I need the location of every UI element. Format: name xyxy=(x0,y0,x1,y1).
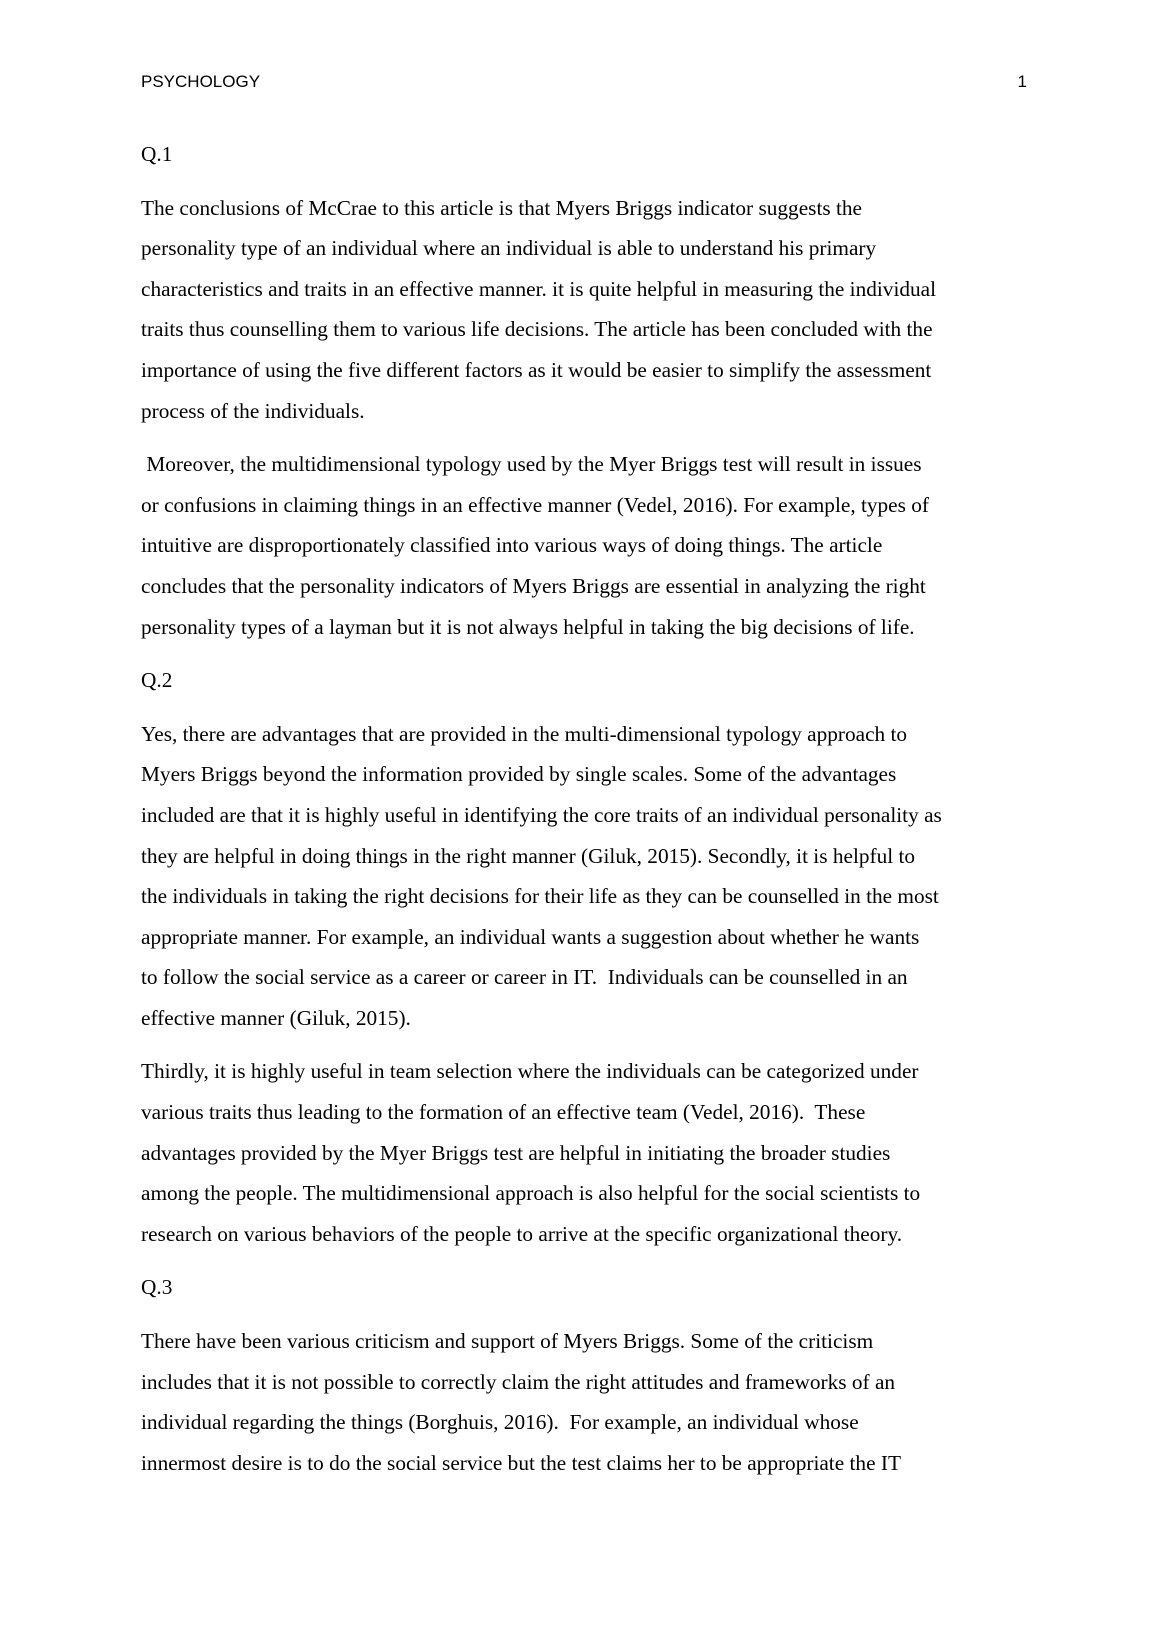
text-line: Thirdly, it is highly useful in team selection where the individuals can be categorized under xyxy=(141,1059,919,1084)
text-line: research on various behaviors of the people to arrive at the specific organizational theory. xyxy=(141,1221,903,1246)
text-line: Yes, there are advantages that are provided in the multi-dimensional typology approach to xyxy=(141,721,908,746)
paragraph xyxy=(141,1321,1031,1483)
page-number: 1 xyxy=(1017,72,1027,91)
question-heading: Q.3 xyxy=(141,1275,173,1300)
text-line: effective manner (Giluk, 2015). xyxy=(141,1005,411,1030)
document-body xyxy=(141,134,1031,1496)
text-line: personality types of a layman but it is not always helpful in taking the big decisions of life. xyxy=(141,614,915,639)
text-line: innermost desire is to do the social service but the test claims her to be appropriate the IT xyxy=(141,1450,901,1475)
question-heading: Q.1 xyxy=(141,142,173,166)
question-heading: Q.2 xyxy=(141,668,173,693)
text-line: or confusions in claiming things in an effective manner (Vedel, 2016). For example, types of xyxy=(141,492,929,517)
text-line: process of the individuals. xyxy=(141,398,365,423)
text-line: advantages provided by the Myer Briggs test are helpful in initiating the broader studies xyxy=(141,1140,891,1165)
paragraph xyxy=(141,444,1031,647)
text-line: Myers Briggs beyond the information provided by single scales. Some of the advantages xyxy=(141,762,897,787)
text-line: they are helpful in doing things in the right manner (Giluk, 2015). Secondly, it is helpful to xyxy=(141,843,916,868)
text-line: importance of using the five different factors as it would be easier to simplify the assessment xyxy=(141,357,932,382)
text-line: Moreover, the multidimensional typology used by the Myer Briggs test will result in issues xyxy=(141,452,922,477)
text-line: personality type of an individual where an individual is able to understand his primary xyxy=(141,236,877,261)
paragraph xyxy=(141,1051,1031,1254)
text-line: the individuals in taking the right decisions for their life as they can be counselled in the most xyxy=(141,884,939,909)
text-line: individual regarding the things (Borghuis, 2016). For example, an individual whose xyxy=(141,1410,859,1435)
running-head: PSYCHOLOGY xyxy=(141,72,261,91)
text-line: included are that it is highly useful in identifying the core traits of an individual personality as xyxy=(141,802,942,827)
text-line: concludes that the personality indicators of Myers Briggs are essential in analyzing the right xyxy=(141,573,926,598)
text-line: various traits thus leading to the formation of an effective team (Vedel, 2016). These xyxy=(141,1100,866,1125)
text-line: among the people. The multidimensional approach is also helpful for the social scientists to xyxy=(141,1181,921,1206)
paragraph xyxy=(141,714,1031,1039)
text-line: includes that it is not possible to correctly claim the right attitudes and frameworks of an xyxy=(141,1369,896,1394)
page-header xyxy=(141,72,1027,96)
text-line: The conclusions of McCrae to this article is that Myers Briggs indicator suggests the xyxy=(141,195,862,220)
text-line: traits thus counselling them to various life decisions. The article has been concluded with the xyxy=(141,317,933,342)
text-line: intuitive are disproportionately classified into various ways of doing things. The article xyxy=(141,533,883,558)
paragraph xyxy=(141,188,1031,432)
text-line: appropriate manner. For example, an individual wants a suggestion about whether he wants xyxy=(141,924,920,949)
text-line: characteristics and traits in an effective manner. it is quite helpful in measuring the individual xyxy=(141,276,937,301)
text-line: There have been various criticism and support of Myers Briggs. Some of the criticism xyxy=(141,1329,874,1354)
text-line: to follow the social service as a career or career in IT. Individuals can be counselled in an xyxy=(141,965,908,990)
